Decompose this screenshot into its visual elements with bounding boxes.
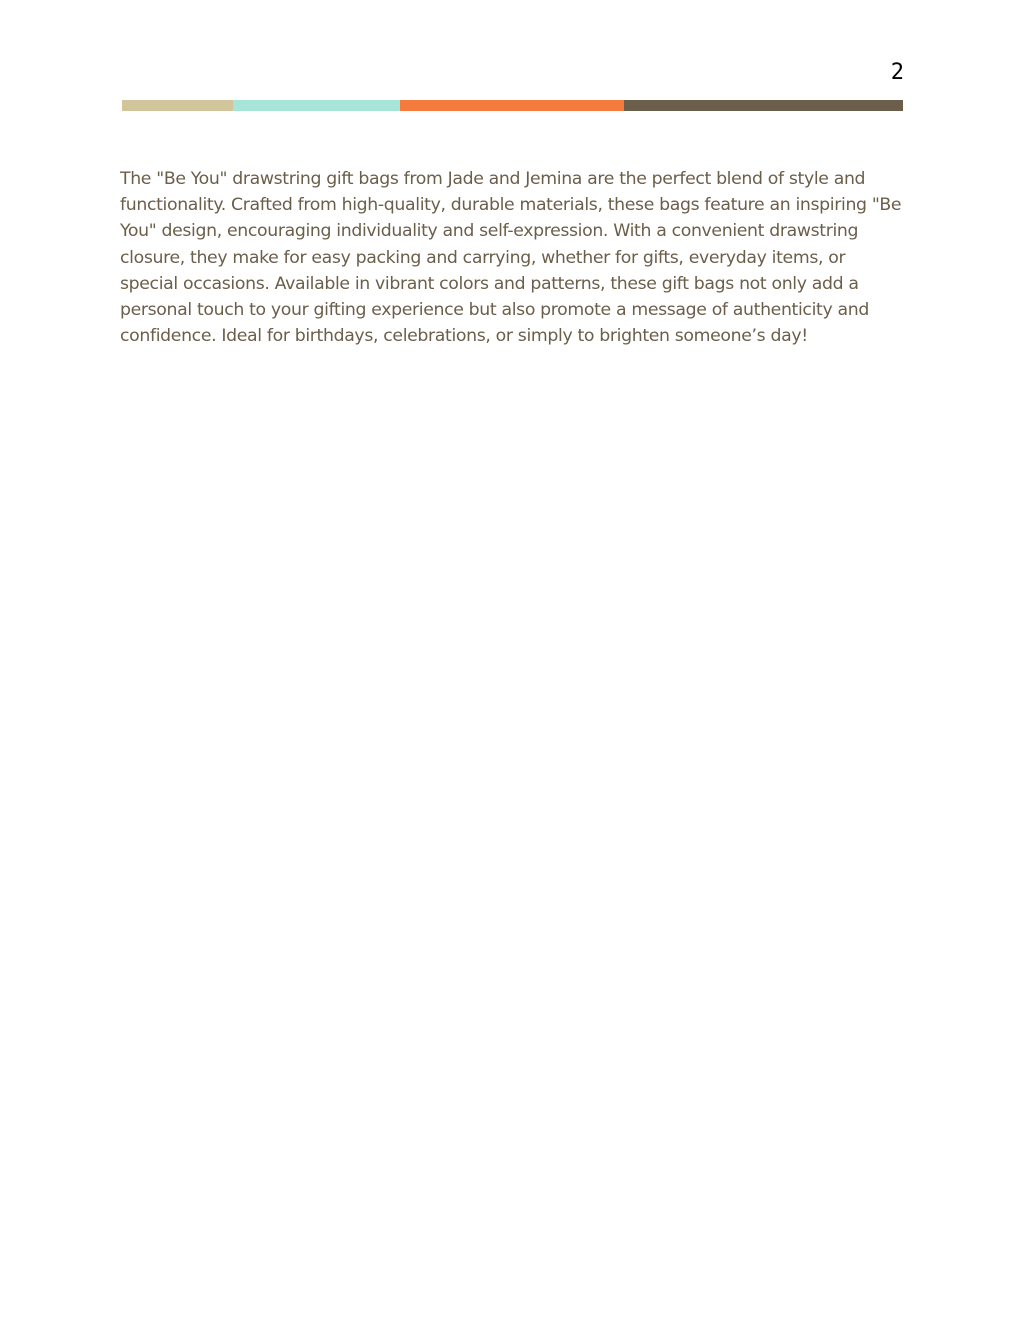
color-bar-segment-brown (624, 100, 903, 111)
color-bar-segment-aqua (233, 100, 400, 111)
page-number: 2 (890, 60, 903, 85)
color-bar-segment-orange (400, 100, 624, 111)
body-paragraph: The "Be You" drawstring gift bags from Jade and Jemina are the perfect blend of style and functionality. Crafted from high-quality, durable materials, these bags feature an inspiring "Be You" design, encouraging individuality and self-expression. With a convenient drawstring closure, they make for easy packing and carrying, whether for gifts, everyday items, or special occasions. Available in vibrant colors and patterns, these gift bags not only add a personal touch to your gifting experience but also promote a message of authenticity and confidence. Ideal for birthdays, celebrations, or simply to brighten someone’s day! (120, 169, 902, 347)
color-bar-segment-tan (122, 100, 233, 111)
header-color-bar (122, 100, 903, 111)
